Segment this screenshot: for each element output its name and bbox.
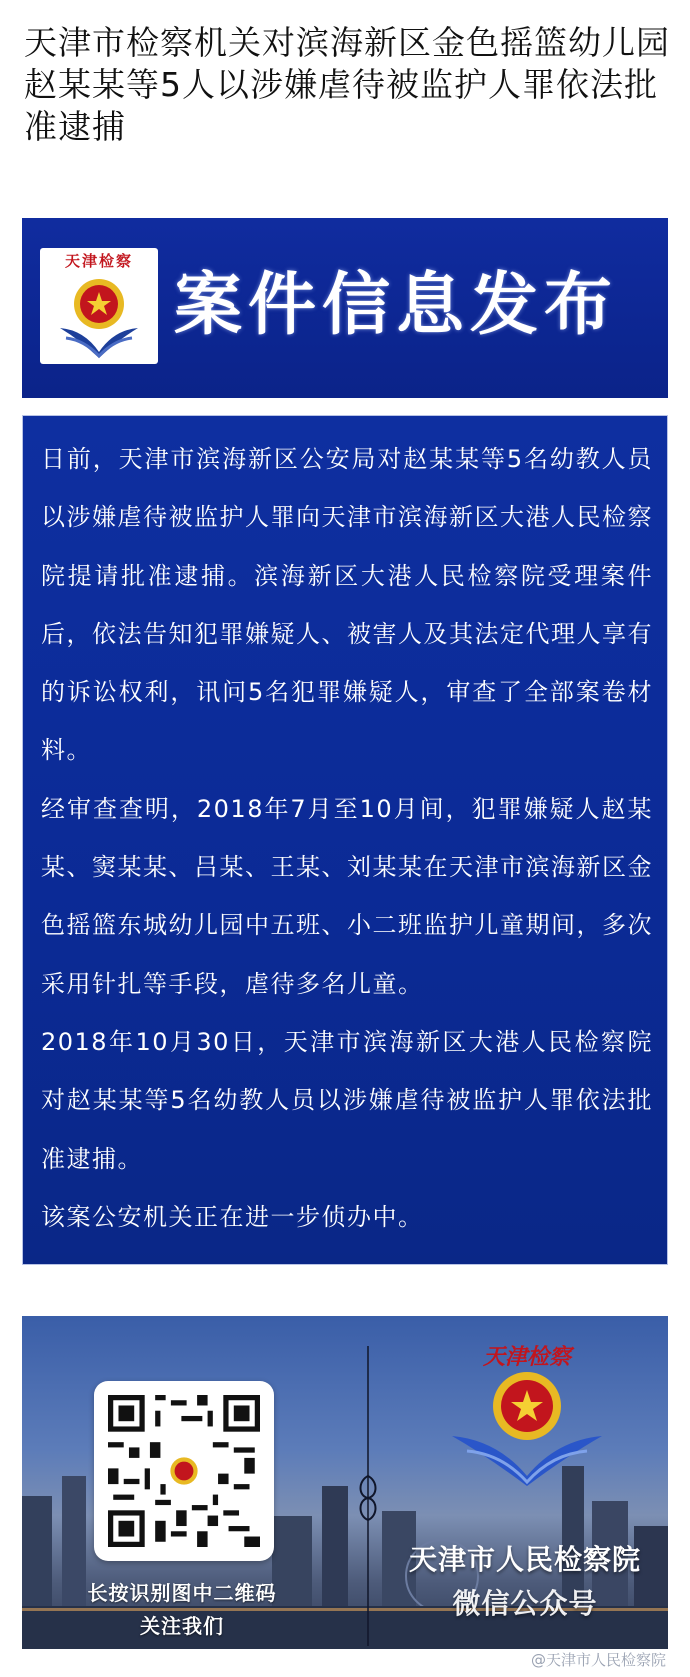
qr-code-icon[interactable] — [108, 1395, 260, 1547]
paragraph-status: 该案公安机关正在进一步侦办中。 — [41, 1202, 424, 1231]
banner-heading: 案件信息发布 — [174, 266, 619, 345]
weibo-watermark: @天津市人民检察院 — [530, 1651, 666, 1669]
footer-logo-text: 天津检察 — [482, 1344, 572, 1370]
procuratorate-emblem-icon — [54, 268, 144, 360]
article-title: 天津市检察机关对滨海新区金色摇篮幼儿园赵某某等5人以涉嫌虐待被监护人罪依法批准逮捕 — [24, 23, 670, 146]
wechat-footer-banner — [22, 1316, 668, 1649]
qr-code-card[interactable] — [94, 1381, 274, 1561]
qr-caption: 长按识别图中二维码 — [87, 1581, 277, 1605]
procuratorate-emblem-icon — [442, 1336, 612, 1486]
procuratorate-logo — [40, 248, 158, 364]
paragraph-findings: 经审查查明，2018年7月至10月间，犯罪嫌疑人赵某某、窦某某、吕某、王某、刘某某在天津市滨海新区金色摇篮东城幼儿园中五班、小二班监护儿童期间，多次采用针扎等手段，虐待多名儿童。 — [41, 794, 653, 998]
brand-subtitle: 微信公众号 — [452, 1587, 598, 1620]
logo-text: 天津检察 — [64, 252, 133, 270]
case-info-banner — [22, 218, 668, 398]
follow-caption: 关注我们 — [140, 1614, 224, 1638]
paragraph-intro: 日前，天津市滨海新区公安局对赵某某等5名幼教人员以涉嫌虐待被监护人罪向天津市滨海新区大港人民检察院提请批准逮捕。滨海新区大港人民检察院受理案件后，依法告知犯罪嫌疑人、被害人及其法定代理人享有的诉讼权利，讯问5名犯罪嫌疑人，审查了全部案卷材料。 — [41, 445, 653, 765]
paragraph-decision: 2018年10月30日，天津市滨海新区大港人民检察院对赵某某等5名幼教人员以涉嫌虐待被监护人罪依法批准逮捕。 — [41, 1027, 653, 1173]
brand-name: 天津市人民检察院 — [408, 1543, 641, 1576]
case-info-panel — [22, 415, 668, 1265]
ornamental-divider-icon — [356, 1346, 380, 1646]
